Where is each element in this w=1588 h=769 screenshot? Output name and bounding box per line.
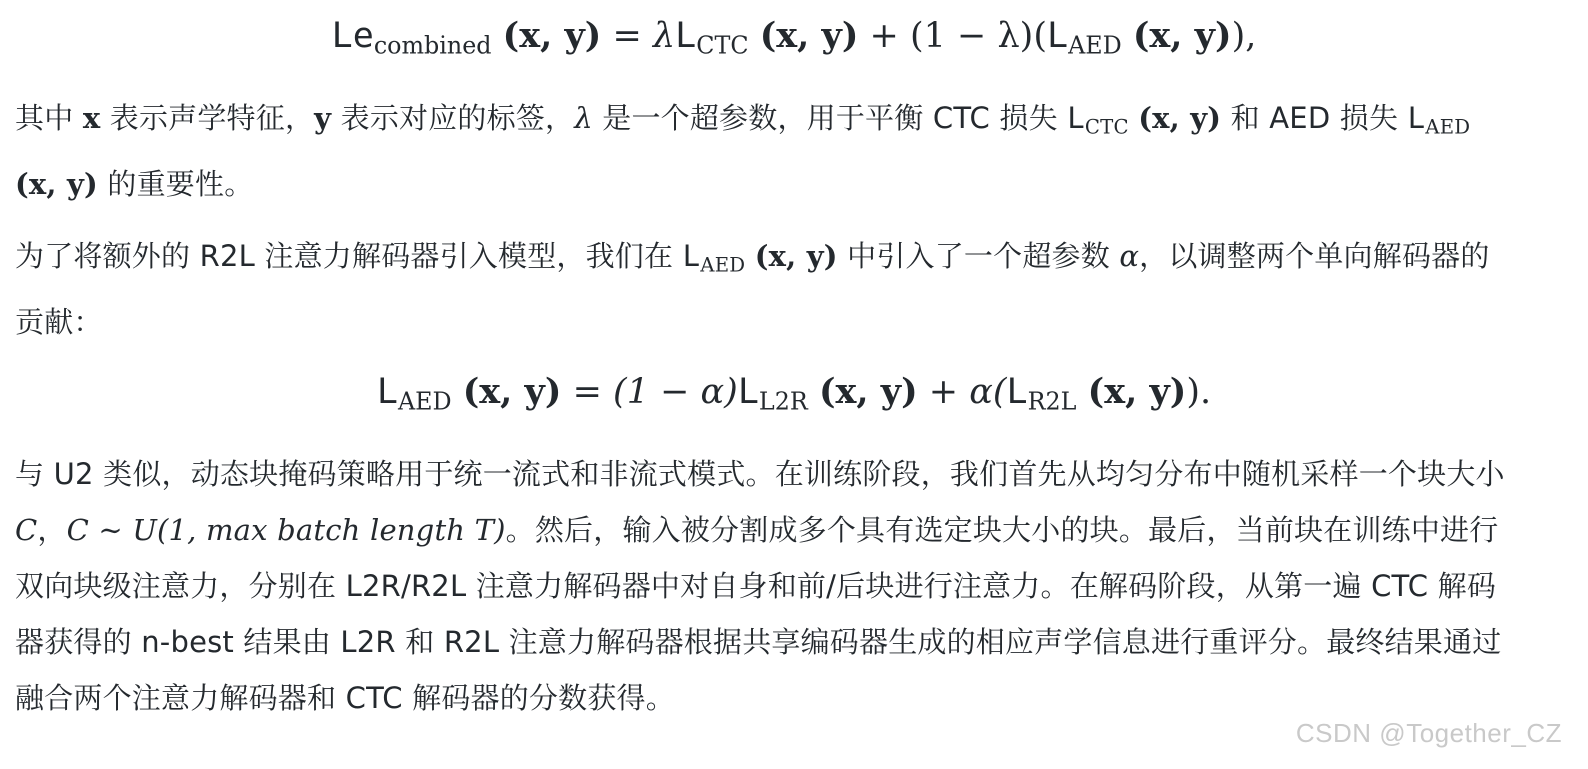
eq1-aed-sub: AED (1068, 31, 1122, 60)
p1-symbol-lambda: λ (574, 101, 593, 135)
paragraph-loss-explanation (15, 90, 1505, 212)
p2-args: (x, y) (754, 239, 838, 273)
equation-combined-loss (0, 14, 1588, 68)
p1-ctc-sub: CTC (1084, 115, 1129, 139)
eq2-l2r-sub: L2R (758, 387, 808, 416)
p1-aed-sub: AED (1425, 115, 1471, 139)
eq1-ctc-name: L (675, 16, 697, 56)
p2-symbol-alpha: α (1119, 239, 1140, 273)
eq2-r2l-sub: R2L (1027, 387, 1077, 416)
eq1-tail: ), (1231, 16, 1257, 56)
eq2-alpha: α( (969, 372, 1007, 412)
p2-aed-name: L (682, 239, 701, 273)
p1-symbol-x: x (82, 101, 101, 135)
eq1-lambda: λ (652, 16, 676, 56)
eq2-tail: ). (1186, 372, 1212, 412)
p1-aed-name: L (1407, 101, 1426, 135)
p3-symbol-c: C (15, 513, 38, 547)
p1-symbol-y: y (314, 101, 332, 135)
p3-text: ， (37, 513, 67, 547)
eq2-args: (x, y) (462, 371, 562, 412)
p2-text: ，以调整两个单向解码器的贡献： (15, 239, 1490, 339)
p2-text: 中引入了一个超参数 (837, 239, 1120, 273)
p3-formula-chunk-size: C ∼ U(1, max batch length T) (66, 513, 506, 547)
p1-text: 的重要性。 (97, 166, 254, 201)
eq1-ctc-sub: CTC (696, 31, 749, 60)
paragraph-dynamic-chunk (15, 446, 1505, 726)
p1-text: 表示对应的标签， (331, 101, 575, 135)
eq1-equals: = (612, 16, 642, 56)
eq2-r2l-name: L (1006, 372, 1028, 412)
eq2-plus: + (928, 372, 959, 412)
eq1-one-minus-lambda: (1 − λ)( (910, 16, 1047, 56)
p3-text: 。然后，输入被分割成多个具有选定块大小的块。最后，当前块在训练中进行双向块级注意力，分别在 L2R/R2L 注意力解码器中对自身和前/后块进行注意力。在解码阶段，从第一遍 CTC 解码器获得的 n-best 结果由 L2R 和 R2L 注意力解码器根据共享编码器生成的相应声学信息进行重评分。最终结果通过融合两个注意力解码器和 CTC 解码器的分数获得。 (15, 513, 1502, 715)
p1-args: (x, y) (1138, 101, 1222, 135)
eq1-lhs-name: Le (331, 16, 374, 56)
eq2-args: (x, y) (818, 371, 918, 412)
eq2-lhs-name: L (376, 372, 398, 412)
eq2-args: (x, y) (1087, 371, 1187, 412)
eq1-aed-name: L (1047, 16, 1069, 56)
eq2-equals: = (572, 372, 602, 412)
p1-ctc-name: L (1067, 101, 1085, 135)
p1-text: 表示声学特征， (100, 101, 315, 135)
p1-args: (x, y) (15, 166, 98, 201)
paragraph-r2l-decoder (15, 228, 1505, 350)
eq2-lhs-sub: AED (397, 387, 452, 416)
eq2-l2r-name: L (737, 372, 759, 412)
p1-text: 其中 (15, 101, 83, 135)
p2-aed-sub: AED (700, 253, 746, 277)
eq1-args: (x, y) (1132, 15, 1232, 56)
p3-text: 与 U2 类似，动态块掩码策略用于统一流式和非流式模式。在训练阶段，我们首先从均匀分布中随机采样一个块大小 (15, 457, 1505, 491)
watermark: CSDN @Together_CZ (1295, 718, 1562, 748)
p1-text: 是一个超参数，用于平衡 CTC 损失 (592, 101, 1068, 135)
eq1-args: (x, y) (502, 15, 602, 56)
p1-text: 和 AED 损失 (1221, 101, 1408, 135)
equation-aed-loss (0, 370, 1588, 424)
eq2-one-minus-alpha: (1 − α) (613, 372, 738, 412)
eq1-plus: + (869, 16, 899, 56)
eq1-lhs-sub: combined (373, 31, 492, 60)
eq1-args: (x, y) (759, 15, 859, 56)
p2-text: 为了将额外的 R2L 注意力解码器引入模型，我们在 (15, 239, 683, 273)
